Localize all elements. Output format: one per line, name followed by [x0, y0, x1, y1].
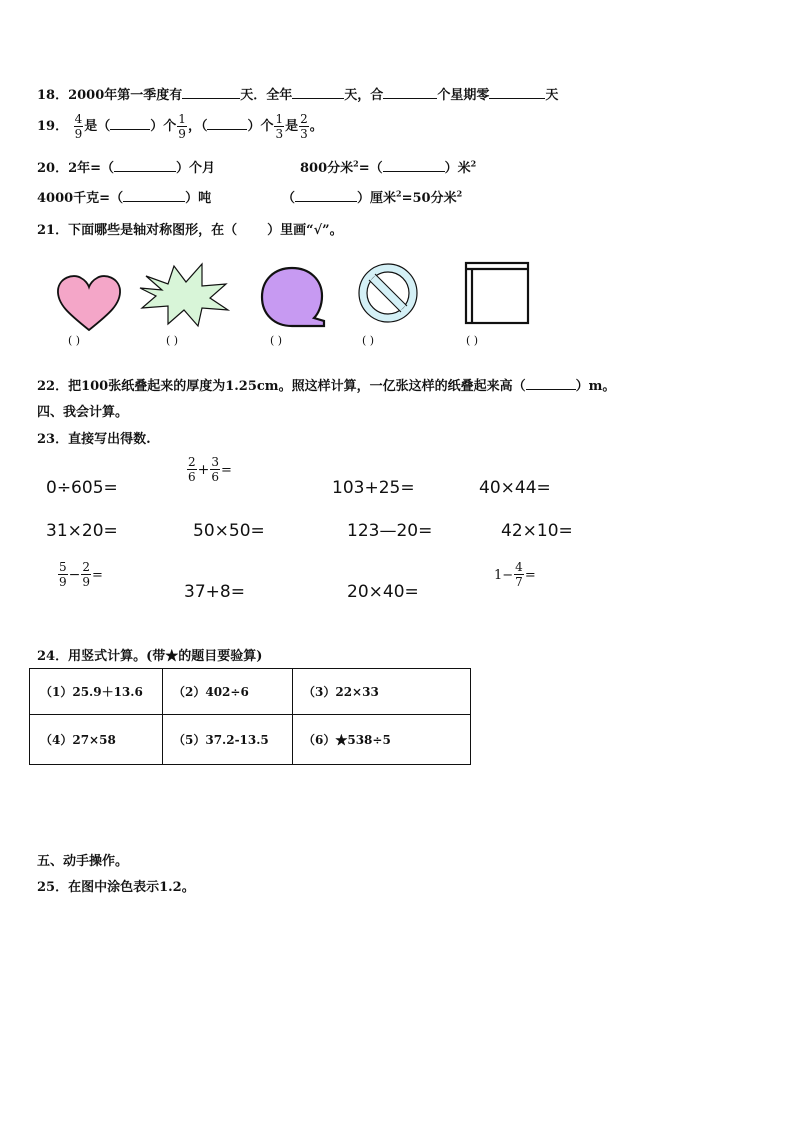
fraction-expression: $\frac{5}{9}$ − $\frac{2}{9}$ =: [59, 560, 103, 589]
heart-icon: [55, 272, 123, 334]
table-cell: （4）27×58: [30, 715, 163, 765]
answer-blank[interactable]: [110, 115, 150, 130]
table-cell: （5）37.2-13.5: [163, 715, 293, 765]
answer-paren-3[interactable]: ( ): [270, 334, 283, 347]
answer-paren-2[interactable]: ( ): [166, 334, 179, 347]
question-19: 19． $\frac{4}{9}$ 是（ ）个 $\frac{1}{9}$ ，（ ）个 $\frac{1}{3}$ 是 $\frac{2}{3}$ 。: [37, 112, 323, 141]
table-cell: （6）★538÷5: [293, 715, 471, 765]
question-20-c: 4000千克=（ ）吨: [37, 187, 211, 206]
answer-blank[interactable]: [182, 84, 240, 99]
answer-blank[interactable]: [123, 187, 185, 202]
fraction: $\frac{2}{3}$: [300, 112, 308, 141]
calc-item: 103+25=: [332, 478, 415, 498]
calc-item: 123—20=: [347, 521, 433, 541]
square-frame-icon: [464, 261, 530, 325]
table-row: [30, 715, 471, 765]
question-25: 25．在图中涂色表示1.2。: [37, 880, 195, 895]
answer-blank[interactable]: [383, 157, 445, 172]
question-20-d: （ ）厘米$^2$=50分米$^2$: [282, 188, 463, 206]
answer-paren-5[interactable]: ( ): [466, 334, 479, 347]
answer-blank[interactable]: [383, 84, 437, 99]
answer-blank[interactable]: [292, 84, 344, 99]
table-cell: （2）402÷6: [163, 669, 293, 715]
speech-bubble-icon: [258, 264, 328, 332]
table-cell: （3）22×33: [293, 669, 471, 715]
vertical-calc-table: [29, 668, 471, 765]
table-cell: （1）25.9＋13.6: [30, 669, 163, 715]
calc-item: 37+8=: [184, 582, 245, 602]
star-burst-icon: [138, 262, 230, 328]
answer-blank[interactable]: [207, 115, 247, 130]
answer-blank[interactable]: [489, 84, 545, 99]
fraction: $\frac{1}{9}$: [178, 112, 186, 141]
answer-blank[interactable]: [114, 157, 176, 172]
calc-item: 42×10=: [501, 521, 573, 541]
calc-item: 0÷605=: [46, 478, 118, 498]
question-20: 20．2年=（ ）个月: [37, 157, 215, 176]
section-title: 四、我会计算。: [37, 405, 129, 420]
fraction-expression: 1− $\frac{4}{7}$ =: [494, 560, 536, 589]
answer-blank[interactable]: [295, 187, 357, 202]
calc-item: 40×44=: [479, 478, 551, 498]
no-sign-icon: [356, 261, 420, 325]
calc-item: 20×40=: [347, 582, 419, 602]
calc-item: 31×20=: [46, 521, 118, 541]
question-24: 24．用竖式计算。(带★的题目要验算): [37, 649, 263, 664]
answer-paren-1[interactable]: ( ): [68, 334, 81, 347]
answer-paren-4[interactable]: ( ): [362, 334, 375, 347]
question-21: 21．下面哪些是轴对称图形，在（ ）里画“√”。: [37, 223, 343, 238]
question-18: 18．2000年第一季度有 天．全年 天，合 个星期零 天: [37, 84, 558, 103]
fraction: $\frac{1}{3}$: [275, 112, 284, 141]
table-row: [30, 669, 471, 715]
question-23: 23．直接写出得数.: [37, 432, 151, 447]
section-title: 五、动手操作。: [37, 854, 129, 869]
question-20-b: 800分米$^2$=（ ）米$^2$: [300, 158, 477, 176]
calc-item: 50×50=: [193, 521, 265, 541]
fraction: $\frac{4}{9}$: [74, 112, 83, 141]
fraction-expression: $\frac{2}{6}$ + $\frac{3}{6}$ =: [188, 455, 232, 484]
answer-blank[interactable]: [526, 375, 576, 390]
question-22: 22．把100张纸叠起来的厚度为1.25cm。照这样计算，一亿张这样的纸叠起来高（ ）m。: [37, 375, 615, 394]
